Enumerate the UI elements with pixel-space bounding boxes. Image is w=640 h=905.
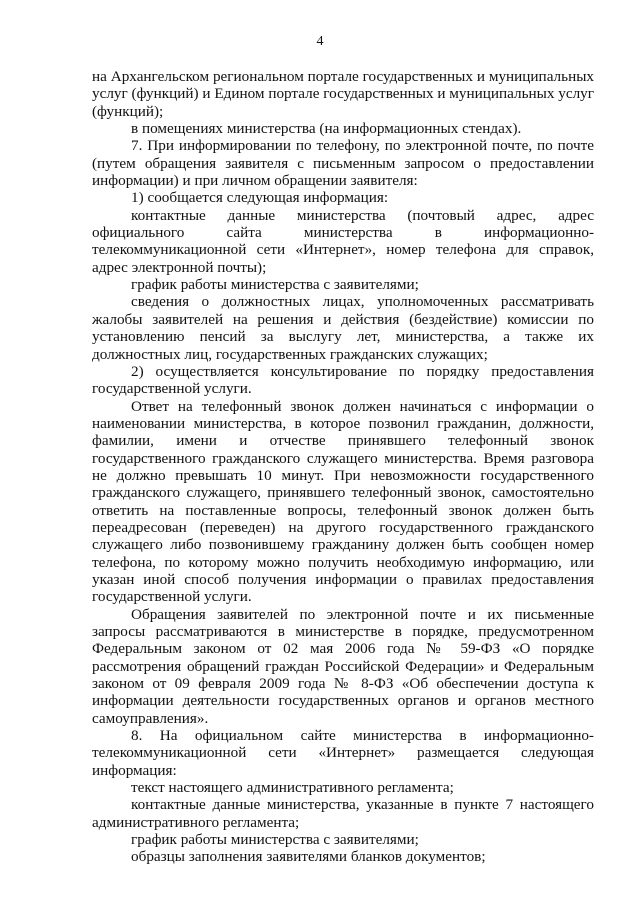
paragraph-ministry-premises: в помещениях министерства (на информационных стендах). — [131, 120, 522, 138]
paragraph-email-requests: Обращения заявителей по электронной почте и их письменные запросы рассматриваются в министерстве в порядке, предусмотренном Федеральным законом от 02 мая 2006 года № 59-ФЗ «О порядке рассмотрения обращений граждан Российской Федерации» и Федеральным законом от 09 февраля 2009 года № 8-ФЗ «Об обеспечении доступа к информации деятельности государственных органов и органов местного самоуправления». — [92, 605, 594, 727]
paragraph-contact-data: контактные данные министерства (почтовый адрес, адрес официального сайта министерства в информационно-телекоммуникационной сети «Интернет», номер телефона для справок, адрес электронной почты); — [92, 206, 594, 276]
paragraph-contact-data-ref: контактные данные министерства, указанные в пункте 7 настоящего административного регламента; — [92, 796, 594, 831]
page-number: 4 — [316, 34, 324, 49]
paragraph-subitem-1: 1) сообщается следующая информация: — [131, 189, 389, 207]
paragraph-subitem-2: 2) осуществляется консультирование по порядку предоставления государственной услуги. — [92, 362, 594, 398]
document-body — [92, 68, 594, 866]
paragraph-form-samples: образцы заполнения заявителями бланков документов; — [131, 848, 486, 866]
paragraph-item-7: 7. При информировании по телефону, по электронной почте, по почте (путем обращения заявителя с письменным запросом о предоставлении информации) и при личном обращении заявителя: — [92, 137, 594, 190]
paragraph-phone-answer: Ответ на телефонный звонок должен начинаться с информации о наименовании министерства, в которое позвонил гражданин, должности, фамилии, имени и отчестве принявшего телефонный звонок государственного гражданского служащего министерства. Время разговора не должно превышать 10 минут. При невозможности государственного гражданского служащего, принявшего телефонный звонок, самостоятельно ответить на поставленные вопросы, телефонный звонок должен быть переадресован (переведен) на другого государственного гражданского служащего либо позвонившему гражданину должен быть сообщен номер телефона, по которому можно получить необходимую информацию, или указан иной способ получения информации о правилах предоставления государственной услуги. — [92, 397, 594, 606]
paragraph-work-schedule-2: график работы министерства с заявителями; — [131, 831, 419, 849]
paragraph-item-8: 8. На официальном сайте министерства в информационно-телекоммуникационной сети «Интернет» размещается следующая информация: — [92, 727, 594, 779]
paragraph-work-schedule: график работы министерства с заявителями; — [131, 276, 419, 294]
paragraph-officials-info: сведения о должностных лицах, уполномоченных рассматривать жалобы заявителей на решения и действия (бездействие) комиссии по установлению пенсий за выслугу лет, министерства, а также их должностных лиц, государственных гражданских служащих; — [92, 293, 594, 363]
paragraph-regulation-text: текст настоящего административного регламента; — [131, 779, 454, 797]
paragraph-portals: на Архангельском региональном портале государственных и муниципальных услуг (функций) и Едином портале государственных и муниципальных услуг (функций); — [92, 68, 594, 120]
